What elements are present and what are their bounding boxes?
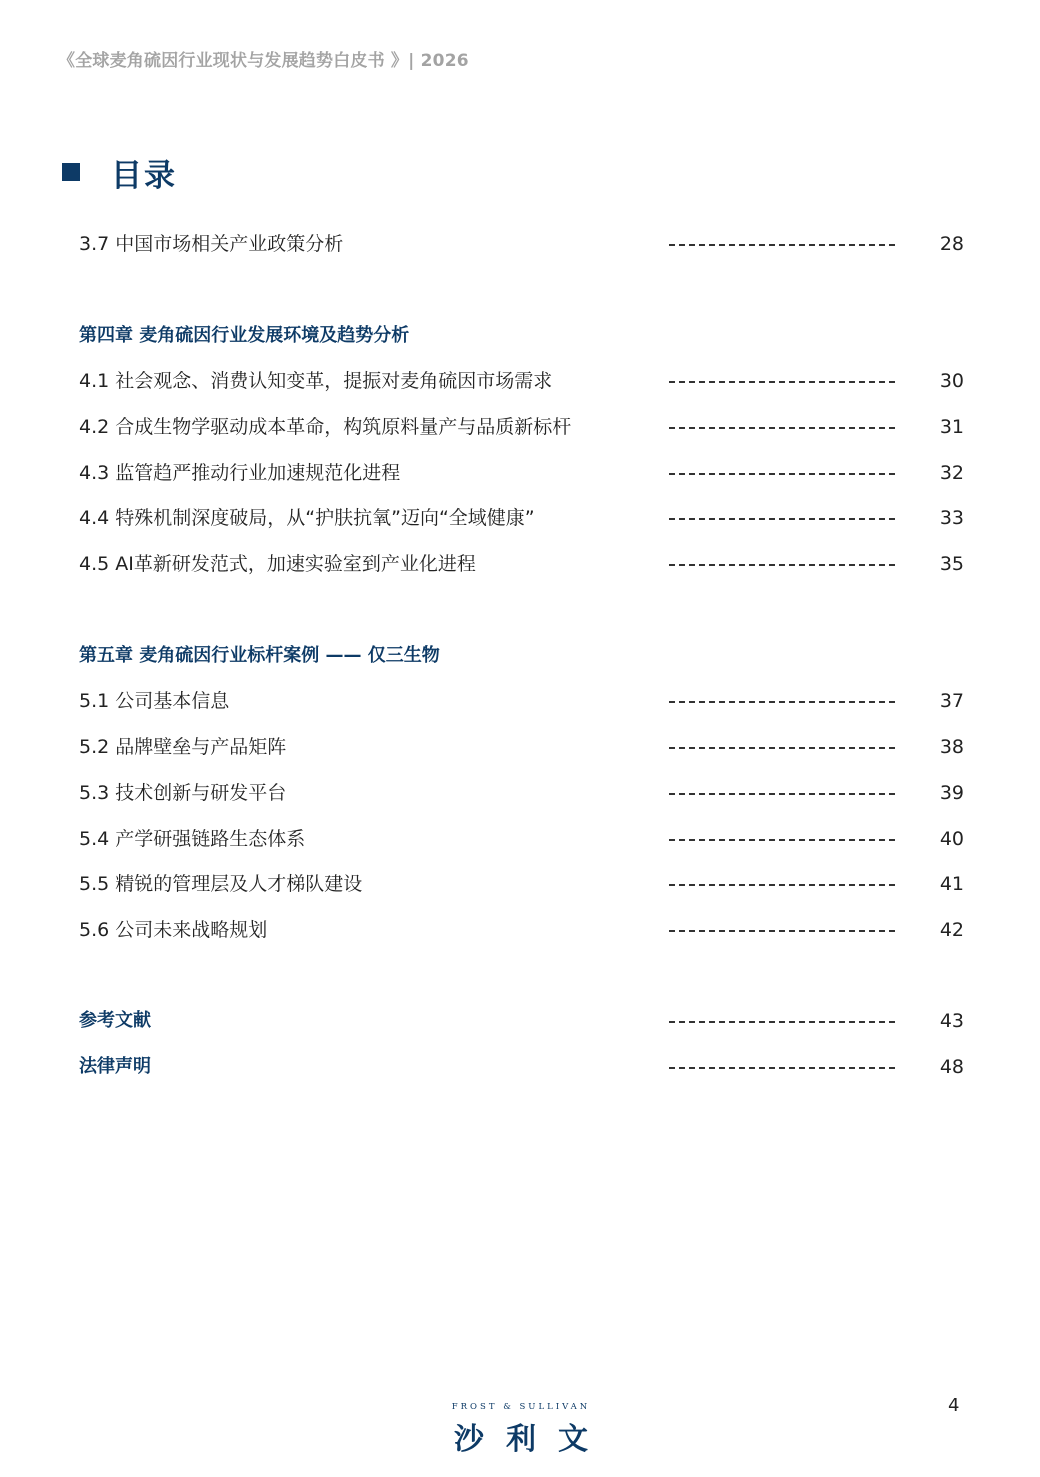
toc-chapter-label: 第四章 麦角硫因行业发展环境及趋势分析 (79, 325, 410, 346)
square-bullet-icon (62, 163, 80, 181)
toc-entry-page: 41 (939, 873, 964, 895)
toc-leader-dots (669, 839, 895, 841)
toc-entry-label: 5.5 精锐的管理层及人才梯队建设 (79, 873, 363, 895)
toc-leader-dots (669, 427, 895, 429)
toc-entry-label: 5.1 公司基本信息 (79, 690, 230, 712)
toc-entry-page: 32 (939, 462, 964, 484)
toc-entry-page: 35 (939, 553, 964, 575)
toc-leader-dots (669, 793, 895, 795)
toc-leader-dots (669, 564, 895, 566)
toc-entry-page: 42 (939, 919, 964, 941)
toc-leader-dots (669, 930, 895, 932)
toc-leader-dots (669, 381, 895, 383)
toc-entry-4-5[interactable] (79, 549, 969, 579)
toc-entry-page: 48 (939, 1056, 964, 1078)
toc-entry-page: 39 (939, 782, 964, 804)
toc-leader-dots (669, 701, 895, 703)
page-number: 4 (948, 1395, 960, 1416)
toc-entry-label: 5.4 产学研强链路生态体系 (79, 828, 306, 850)
toc-entry-page: 33 (939, 507, 964, 529)
document-header: 《全球麦角硫因行业现状与发展趋势白皮书 》| 2026 (58, 51, 469, 71)
toc-title: 目录 (111, 157, 177, 194)
toc-leader-dots (669, 518, 895, 520)
toc-entry-page: 30 (939, 370, 964, 392)
toc-leader-dots (669, 473, 895, 475)
toc-entry-4-2[interactable] (79, 412, 969, 442)
toc-entry-legal[interactable] (79, 1052, 969, 1082)
toc-entry-5-2[interactable] (79, 732, 969, 762)
toc-entry-page: 31 (939, 416, 964, 438)
toc-entry-5-4[interactable] (79, 824, 969, 854)
toc-entry-5-3[interactable] (79, 778, 969, 808)
toc-entry-label: 4.3 监管趋严推动行业加速规范化进程 (79, 462, 401, 484)
toc-leader-dots (669, 884, 895, 886)
toc-chapter-5[interactable] (79, 641, 969, 671)
toc-entry-label: 4.4 特殊机制深度破局，从“护肤抗氧”迈向“全域健康” (79, 507, 535, 529)
toc-entry-label: 5.3 技术创新与研发平台 (79, 782, 287, 804)
toc-entry-label: 5.2 品牌壁垒与产品矩阵 (79, 736, 287, 758)
toc-entry-4-4[interactable] (79, 503, 969, 533)
toc-entry-page: 28 (939, 233, 964, 255)
toc-entry-5-1[interactable] (79, 686, 969, 716)
toc-entry-page: 43 (939, 1010, 964, 1032)
toc-entry-4-1[interactable] (79, 366, 969, 396)
toc-entry-4-3[interactable] (79, 458, 969, 488)
toc-chapter-4[interactable] (79, 321, 969, 351)
toc-entry-page: 37 (939, 690, 964, 712)
toc-leader-dots (669, 1021, 895, 1023)
toc-leader-dots (669, 244, 895, 246)
logo-chinese-text: 沙利文 (454, 1422, 610, 1457)
toc-entry-label: 4.2 合成生物学驱动成本革命，构筑原料量产与品质新标杆 (79, 416, 572, 438)
toc-chapter-label: 参考文献 (79, 1010, 151, 1031)
toc-entry-label: 3.7 中国市场相关产业政策分析 (79, 233, 344, 255)
toc-entry-3-7[interactable] (79, 229, 969, 259)
toc-entry-5-6[interactable] (79, 915, 969, 945)
logo-english-text: FROST & SULLIVAN (451, 1402, 591, 1412)
toc-entry-5-5[interactable] (79, 869, 969, 899)
toc-heading (62, 150, 177, 194)
toc-chapter-label: 第五章 麦角硫因行业标杆案例 —— 仅三生物 (79, 645, 440, 666)
frost-sullivan-logo (438, 1402, 610, 1458)
toc-entry-page: 38 (939, 736, 964, 758)
toc-entry-label: 4.1 社会观念、消费认知变革，提振对麦角硫因市场需求 (79, 370, 553, 392)
toc-entry-references[interactable] (79, 1006, 969, 1036)
toc-entry-page: 40 (939, 828, 964, 850)
toc-chapter-label: 法律声明 (79, 1056, 151, 1077)
toc-entry-label: 5.6 公司未来战略规划 (79, 919, 268, 941)
toc-entry-label: 4.5 AI革新研发范式，加速实验室到产业化进程 (79, 553, 476, 575)
toc-leader-dots (669, 747, 895, 749)
toc-leader-dots (669, 1067, 895, 1069)
